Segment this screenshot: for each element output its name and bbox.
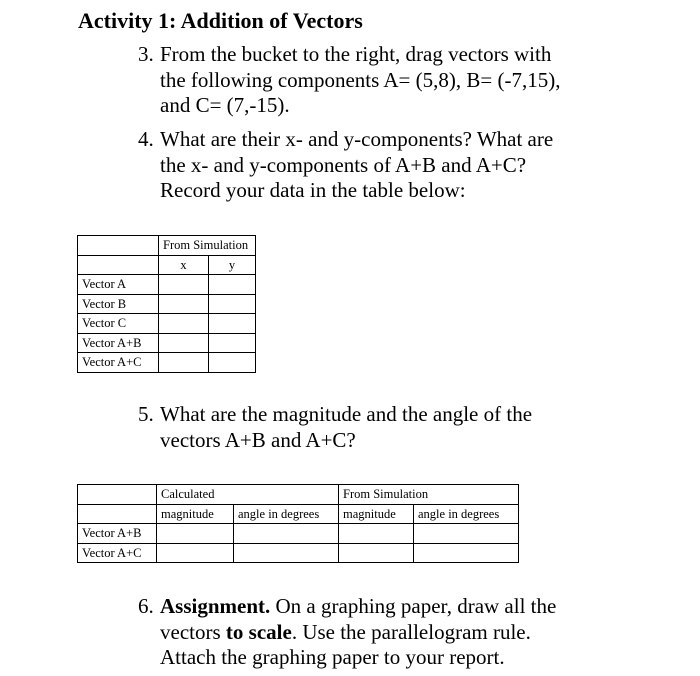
input-cell-x[interactable] bbox=[159, 294, 209, 314]
table-cell bbox=[78, 255, 159, 275]
input-cell-x[interactable] bbox=[159, 333, 209, 353]
step-3-number: 3. bbox=[138, 42, 154, 66]
step-4-number: 4. bbox=[138, 127, 154, 151]
input-cell-magnitude[interactable] bbox=[339, 524, 414, 544]
input-cell-x[interactable] bbox=[159, 275, 209, 295]
input-cell-angle[interactable] bbox=[234, 524, 339, 544]
column-header-angle: angle in degrees bbox=[234, 504, 339, 524]
components-table bbox=[77, 235, 256, 373]
input-cell-angle[interactable] bbox=[414, 543, 519, 563]
step-4-line-1: What are their x- and y-components? What are bbox=[160, 127, 554, 151]
to-scale-emphasis: to scale bbox=[225, 619, 292, 644]
table-cell bbox=[78, 236, 159, 256]
step-6-line-3: Attach the graphing paper to your report. bbox=[160, 645, 505, 669]
step-5-line-2: vectors A+B and A+C? bbox=[160, 427, 356, 452]
input-cell-y[interactable] bbox=[209, 275, 256, 295]
table-header-row bbox=[78, 236, 256, 256]
step-5-number: 5. bbox=[138, 402, 154, 426]
step-3-line-1: From the bucket to the right, drag vectors with bbox=[160, 42, 552, 66]
step-5-line-1: What are the magnitude and the angle of the bbox=[160, 402, 533, 426]
input-cell-magnitude[interactable] bbox=[157, 524, 234, 544]
step-4-line-3: Record your data in the table below: bbox=[160, 178, 466, 202]
input-cell-magnitude[interactable] bbox=[339, 543, 414, 563]
input-cell-y[interactable] bbox=[209, 333, 256, 353]
input-cell-y[interactable] bbox=[209, 314, 256, 334]
table-row bbox=[78, 524, 519, 544]
step-3 bbox=[138, 42, 658, 119]
group-header-calculated: Calculated bbox=[157, 485, 339, 505]
column-header-magnitude: magnitude bbox=[339, 504, 414, 524]
input-cell-angle[interactable] bbox=[234, 543, 339, 563]
magnitude-angle-table bbox=[77, 484, 519, 563]
row-label: Vector A+B bbox=[78, 333, 159, 353]
column-header-angle: angle in degrees bbox=[414, 504, 519, 524]
input-cell-x[interactable] bbox=[159, 353, 209, 373]
table-row bbox=[78, 543, 519, 563]
step-4-line-2: the x- and y-components of A+B and A+C? bbox=[160, 152, 527, 177]
table-row bbox=[78, 314, 256, 334]
step-6-line-2-pre: vectors bbox=[160, 619, 226, 644]
table-cell bbox=[78, 485, 157, 505]
table-subheader-row bbox=[78, 504, 519, 524]
step-3-line-2: the following components A= (5,8), B= (-7,15), bbox=[160, 67, 561, 92]
step-6-line-2 bbox=[138, 620, 658, 646]
group-header-simulation: From Simulation bbox=[159, 236, 256, 256]
row-label: Vector A bbox=[78, 275, 159, 295]
activity-title: Activity 1: Addition of Vectors bbox=[78, 8, 363, 33]
step-5 bbox=[138, 402, 658, 453]
step-6-line-1 bbox=[138, 594, 658, 620]
step-6-number: 6. bbox=[138, 594, 154, 618]
table-row bbox=[78, 333, 256, 353]
input-cell-y[interactable] bbox=[209, 294, 256, 314]
step-6-line-1-text: On a graphing paper, draw all the bbox=[270, 594, 557, 618]
input-cell-y[interactable] bbox=[209, 353, 256, 373]
input-cell-magnitude[interactable] bbox=[157, 543, 234, 563]
step-6 bbox=[138, 594, 658, 671]
row-label: Vector C bbox=[78, 314, 159, 334]
assignment-label: Assignment. bbox=[160, 594, 271, 618]
table-row bbox=[78, 275, 256, 295]
row-label: Vector A+C bbox=[78, 353, 159, 373]
column-header-magnitude: magnitude bbox=[157, 504, 234, 524]
step-4 bbox=[138, 127, 658, 204]
table-row bbox=[78, 294, 256, 314]
step-3-line-3: and C= (7,-15). bbox=[160, 93, 290, 117]
table-row bbox=[78, 353, 256, 373]
column-header-x: x bbox=[159, 255, 209, 275]
table-subheader-row bbox=[78, 255, 256, 275]
column-header-y: y bbox=[209, 255, 256, 275]
group-header-simulation: From Simulation bbox=[339, 485, 519, 505]
row-label: Vector A+B bbox=[78, 524, 157, 544]
table-header-row bbox=[78, 485, 519, 505]
input-cell-angle[interactable] bbox=[414, 524, 519, 544]
step-6-line-2-rest: . Use the parallelogram rule. bbox=[291, 619, 531, 644]
row-label: Vector B bbox=[78, 294, 159, 314]
table-cell bbox=[78, 504, 157, 524]
input-cell-x[interactable] bbox=[159, 314, 209, 334]
row-label: Vector A+C bbox=[78, 543, 157, 563]
